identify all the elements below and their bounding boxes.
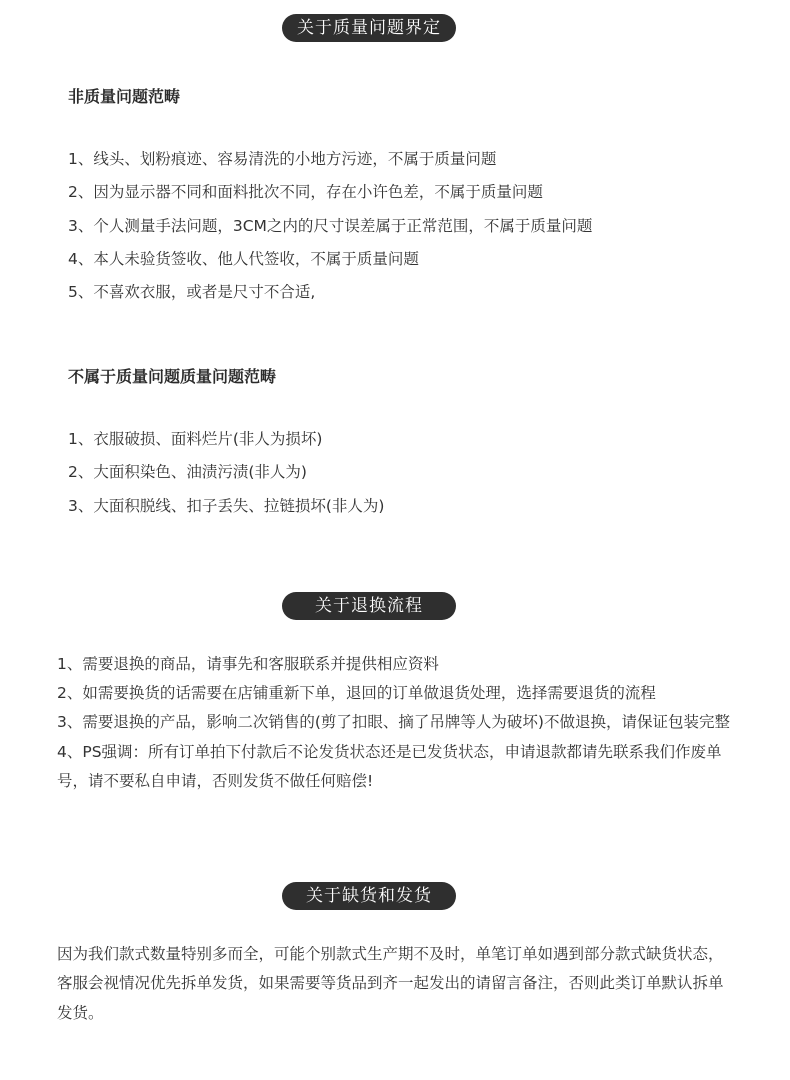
list-item: 4、本人未验货签收、他人代签收，不属于质量问题 — [68, 249, 419, 268]
non-quality-heading: 非质量问题范畴 — [68, 87, 181, 106]
quality-scope-list — [68, 423, 384, 523]
list-item: 2、如需要换货的话需要在店铺重新下单，退回的订单做退货处理，选择需要退货的流程 — [57, 684, 656, 703]
section-title-returns: 关于退换流程 — [282, 592, 456, 620]
list-item: 3、个人测量手法问题，3CM之内的尺寸误差属于正常范围，不属于质量问题 — [68, 216, 593, 235]
list-item: 2、因为显示器不同和面料批次不同，存在小许色差，不属于质量问题 — [68, 183, 543, 202]
list-item: 2、大面积染色、油渍污渍(非人为) — [68, 463, 307, 482]
section-title-stock: 关于缺货和发货 — [282, 882, 456, 910]
list-item: 4、PS强调：所有订单拍下付款后不论发货状态还是已发货状态，申请退款都请先联系我们作废单号，请不要私自申请，否则发货不做任何赔偿! — [57, 742, 722, 790]
non-quality-list — [68, 143, 592, 309]
quality-scope-heading: 不属于质量问题质量问题范畴 — [68, 367, 277, 386]
list-item: 5、不喜欢衣服，或者是尺寸不合适, — [68, 283, 316, 302]
stock-text: 因为我们款式数量特别多而全，可能个别款式生产期不及时，单笔订单如遇到部分款式缺货状态，客服会视情况优先拆单发货，如果需要等货品到齐一起发出的请留言备注，否则此类订单默认拆单发货。 — [57, 945, 724, 1022]
list-item: 1、线头、划粉痕迹、容易清洗的小地方污迹，不属于质量问题 — [68, 150, 497, 168]
list-item: 1、衣服破损、面料烂片(非人为损坏) — [68, 430, 323, 448]
stock-paragraph — [57, 940, 737, 1028]
returns-list — [57, 650, 737, 796]
list-item: 1、需要退换的商品，请事先和客服联系并提供相应资料 — [57, 655, 439, 673]
list-item: 3、需要退换的产品，影响二次销售的(剪了扣眼、摘了吊牌等人为破坏)不做退换，请保证包装完整 — [57, 713, 730, 732]
section-title-quality: 关于质量问题界定 — [282, 14, 456, 42]
list-item: 3、大面积脱线、扣子丢失、拉链损坏(非人为) — [68, 496, 385, 515]
